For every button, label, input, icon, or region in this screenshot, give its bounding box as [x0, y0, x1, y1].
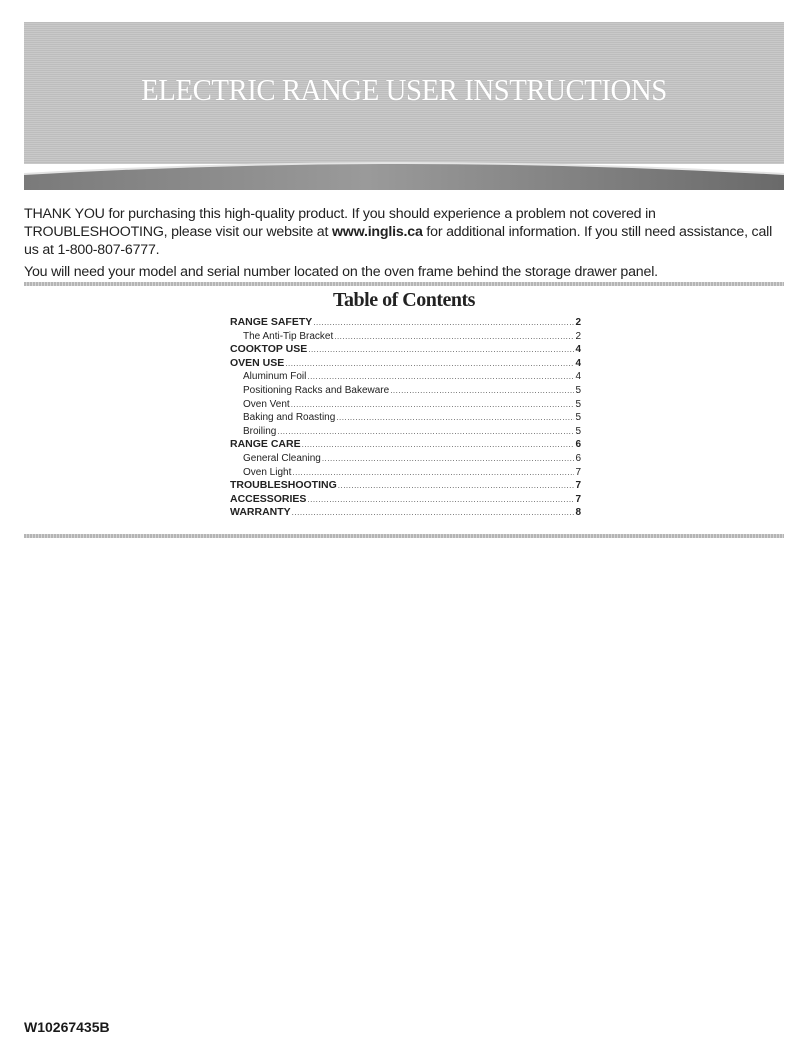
toc-entry[interactable]	[230, 316, 581, 330]
toc-entry[interactable]	[230, 425, 581, 439]
toc-leader-dots	[307, 370, 574, 384]
toc-leader-dots	[338, 479, 575, 493]
toc-entry-label: COOKTOP USE	[230, 343, 308, 356]
toc-entry-label: Oven Vent	[243, 398, 290, 410]
divider-top	[24, 282, 784, 286]
toc-entry-page: 5	[575, 412, 581, 424]
toc-entry-label: General Cleaning	[243, 452, 321, 464]
toc-entry-label: RANGE CARE	[230, 438, 301, 451]
toc-leader-dots	[390, 384, 574, 398]
toc-entry[interactable]	[230, 452, 581, 466]
website-link[interactable]: www.inglis.ca	[331, 224, 423, 240]
toc-entry-page: 6	[575, 439, 581, 451]
header-banner	[24, 22, 784, 164]
toc-entry-page: 4	[575, 371, 581, 383]
intro-text-end: for additional information. If you still need assistance, call us at 1-800-807-6777.	[24, 224, 773, 258]
toc-entry[interactable]	[230, 466, 581, 480]
divider-bottom	[24, 534, 784, 538]
toc-entry-page: 5	[575, 384, 581, 396]
toc-entry-page: 5	[575, 398, 581, 410]
model-serial-note: You will need your model and serial number located on the oven frame behind the storage drawer panel.	[24, 264, 658, 280]
toc-leader-dots	[334, 330, 574, 344]
toc-entry[interactable]	[230, 398, 581, 412]
toc-entry-page: 2	[575, 317, 581, 328]
toc-entry-page: 7	[575, 480, 581, 492]
toc-entry[interactable]	[230, 330, 581, 344]
toc-leader-dots	[307, 493, 574, 507]
toc-leader-dots	[277, 425, 574, 439]
toc-entry-label: WARRANTY	[230, 506, 291, 519]
toc-leader-dots	[322, 452, 575, 466]
toc-entry-page: 2	[575, 330, 581, 342]
intro-paragraph	[24, 205, 786, 259]
toc-entry[interactable]	[230, 411, 581, 425]
toc-entry-page: 4	[575, 357, 581, 369]
toc-entry-page: 6	[575, 452, 581, 464]
toc-entry-label: The Anti-Tip Bracket	[243, 330, 334, 342]
toc-entry-page: 7	[575, 493, 581, 505]
toc-entry-label: OVEN USE	[230, 356, 285, 369]
toc-leader-dots	[308, 343, 574, 357]
document-code: W10267435B	[24, 1019, 110, 1035]
toc-entry[interactable]	[230, 506, 581, 520]
toc-leader-dots	[292, 466, 574, 480]
toc-entry-label: RANGE SAFETY	[230, 316, 313, 328]
intro-text	[24, 205, 786, 281]
toc-entry-label: ACCESSORIES	[230, 492, 307, 505]
toc-entry[interactable]	[230, 384, 581, 398]
toc-entry-label: Positioning Racks and Bakeware	[243, 384, 390, 396]
toc-entry-page: 5	[575, 425, 581, 437]
toc-leader-dots	[336, 411, 574, 425]
toc-entry-label: TROUBLESHOOTING	[230, 479, 337, 492]
table-of-contents	[230, 316, 581, 520]
toc-title: Table of Contents	[333, 289, 475, 311]
toc-entry[interactable]	[230, 357, 581, 371]
toc-leader-dots	[291, 398, 575, 412]
toc-entry[interactable]	[230, 479, 581, 493]
toc-leader-dots	[302, 438, 575, 452]
toc-leader-dots	[285, 357, 574, 371]
toc-entry-page: 7	[575, 466, 581, 478]
toc-leader-dots	[313, 316, 574, 330]
toc-leader-dots	[292, 506, 575, 520]
toc-entry[interactable]	[230, 343, 581, 357]
toc-entry[interactable]	[230, 438, 581, 452]
document-title: ELECTRIC RANGE USER INSTRUCTIONS	[141, 72, 667, 107]
toc-entry-page: 8	[575, 507, 581, 519]
toc-entry-label: Baking and Roasting	[243, 412, 336, 424]
toc-entry-label: Aluminum Foil	[243, 371, 307, 383]
intro-text-start: THANK YOU for purchasing this high-quality product. If you should experience a problem not covered in TROUBLESHOOTING, please visit our website at	[24, 206, 656, 240]
toc-entry-page: 4	[575, 344, 581, 356]
toc-entry[interactable]	[230, 493, 581, 507]
toc-entry[interactable]	[230, 370, 581, 384]
toc-entry-label: Oven Light	[243, 466, 292, 478]
banner-swoosh-graphic	[24, 150, 784, 192]
toc-entry-label: Broiling	[243, 425, 277, 437]
